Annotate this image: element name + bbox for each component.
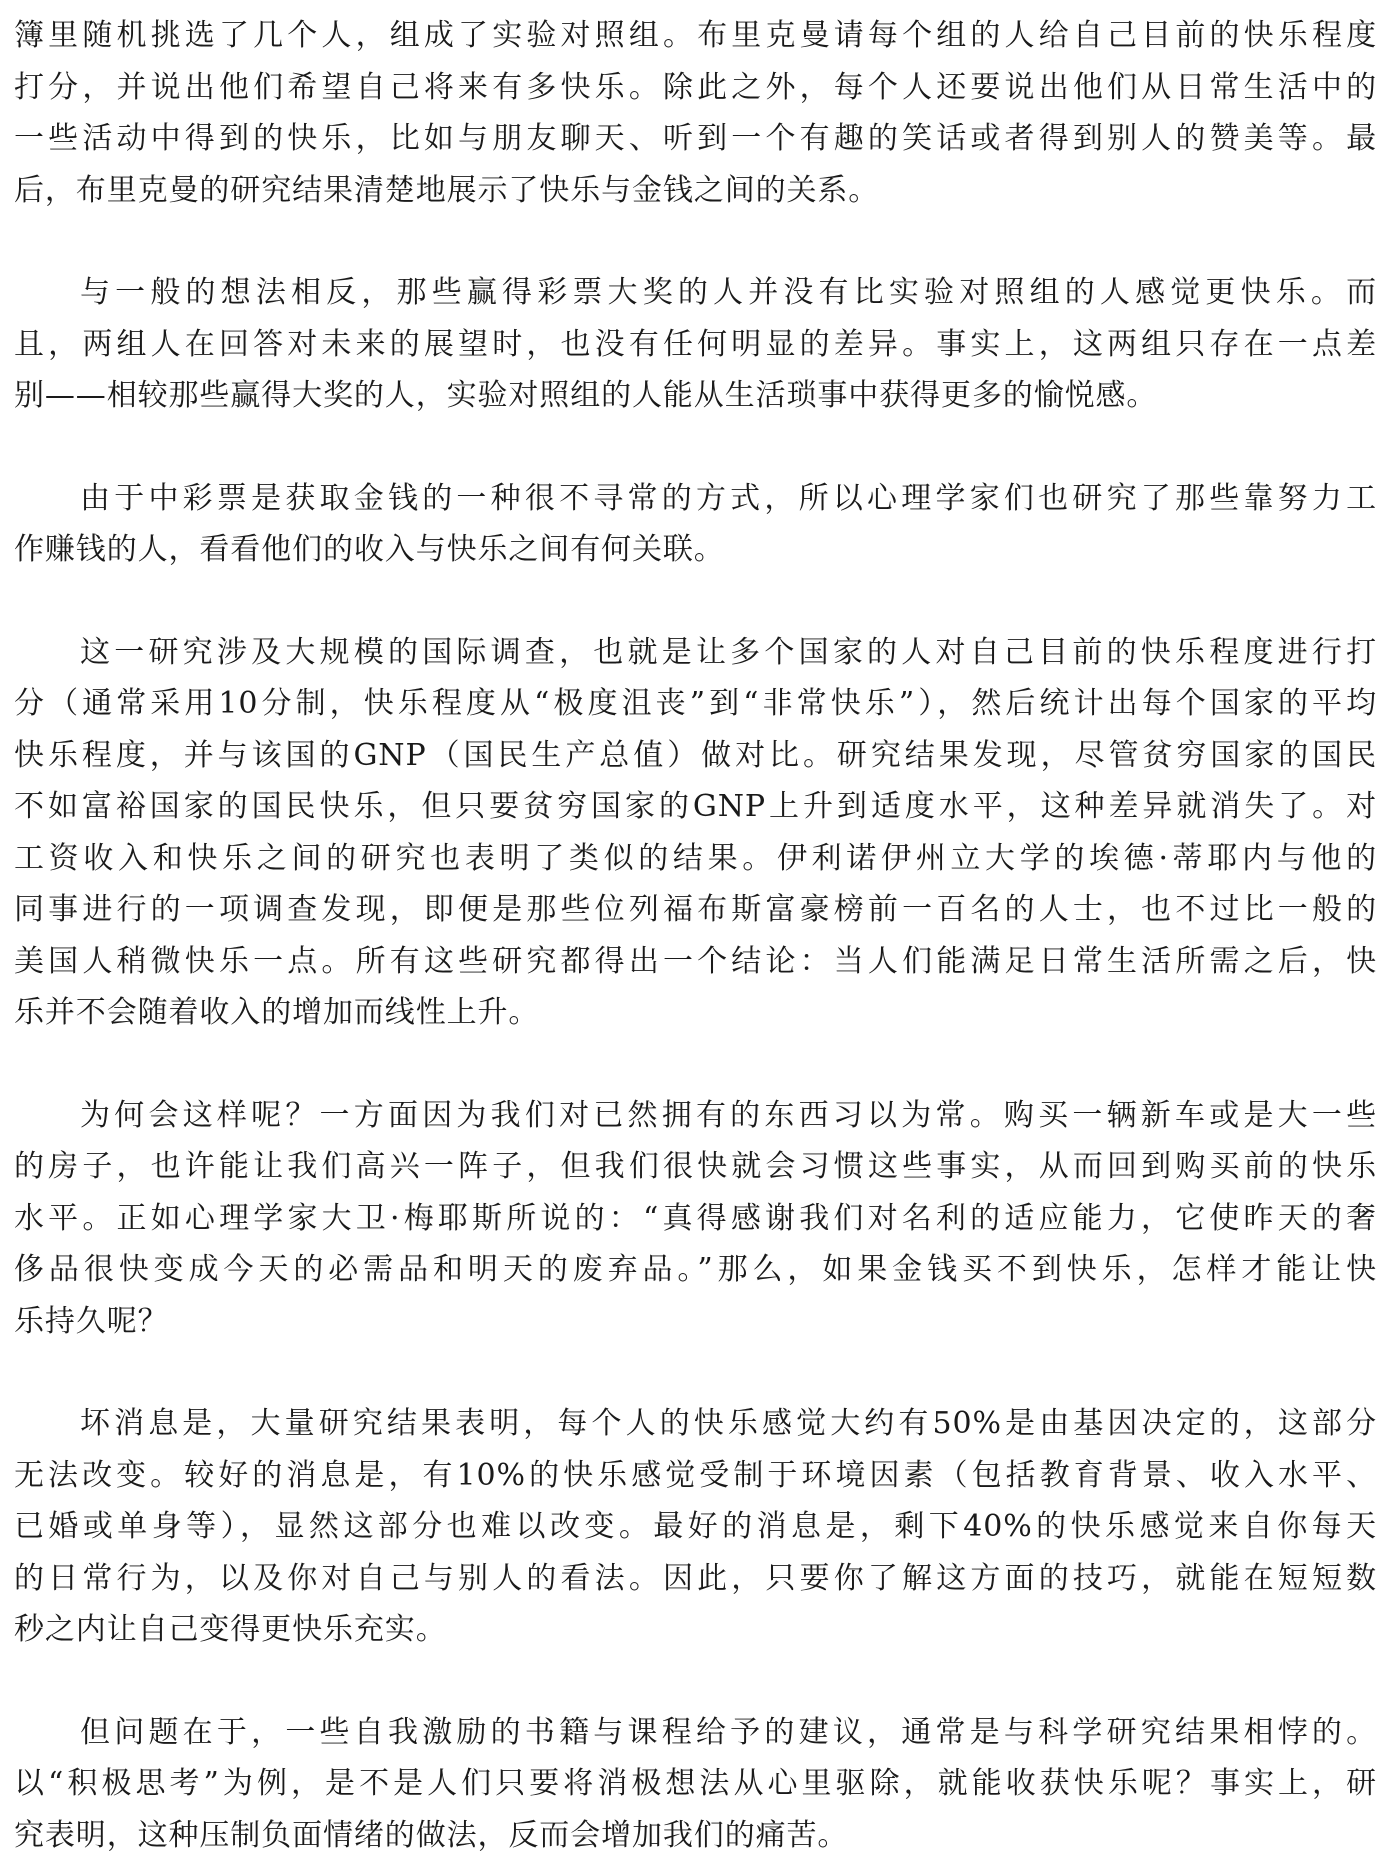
text-line: 但问题在于，一些自我激励的书籍与课程给予的建议，通常是与科学研究结果相悖的。 [14, 1707, 1377, 1759]
text-line: 的房子，也许能让我们高兴一阵子，但我们很快就会习惯这些事实，从而回到购买前的快乐 [14, 1141, 1377, 1193]
text-line: 工资收入和快乐之间的研究也表明了类似的结果。伊利诺伊州立大学的埃德·蒂耶内与他的 [14, 833, 1377, 885]
paragraph [14, 1090, 1377, 1348]
text-line: 无法改变。较好的消息是，有10%的快乐感觉受制于环境因素（包括教育背景、收入水平、 [14, 1450, 1377, 1502]
text-line: 作赚钱的人，看看他们的收入与快乐之间有何关联。 [14, 524, 1377, 576]
text-line: 由于中彩票是获取金钱的一种很不寻常的方式，所以心理学家们也研究了那些靠努力工 [14, 473, 1377, 525]
paragraph [14, 267, 1377, 422]
paragraph [14, 10, 1377, 216]
text-line: 侈品很快变成今天的必需品和明天的废弃品。”那么，如果金钱买不到快乐，怎样才能让快 [14, 1244, 1377, 1296]
text-line: 的日常行为，以及你对自己与别人的看法。因此，只要你了解这方面的技巧，就能在短短数 [14, 1553, 1377, 1605]
paragraph [14, 1398, 1377, 1656]
text-line: 且，两组人在回答对未来的展望时，也没有任何明显的差异。事实上，这两组只存在一点差 [14, 319, 1377, 371]
text-line: 同事进行的一项调查发现，即便是那些位列福布斯富豪榜前一百名的人士，也不过比一般的 [14, 884, 1377, 936]
text-line: 这一研究涉及大规模的国际调查，也就是让多个国家的人对自己目前的快乐程度进行打 [14, 627, 1377, 679]
text-line: 已婚或单身等），显然这部分也难以改变。最好的消息是，剩下40%的快乐感觉来自你每天 [14, 1501, 1377, 1553]
paragraph [14, 473, 1377, 576]
text-line: 美国人稍微快乐一点。所有这些研究都得出一个结论：当人们能满足日常生活所需之后，快 [14, 936, 1377, 988]
text-line: 以“积极思考”为例，是不是人们只要将消极想法从心里驱除，就能收获快乐呢？事实上，研 [14, 1758, 1377, 1810]
text-line: 簿里随机挑选了几个人，组成了实验对照组。布里克曼请每个组的人给自己目前的快乐程度 [14, 10, 1377, 62]
text-line: 秒之内让自己变得更快乐充实。 [14, 1604, 1377, 1656]
paragraph [14, 627, 1377, 1039]
text-line: 乐持久呢？ [14, 1296, 1377, 1348]
text-line: 别——相较那些赢得大奖的人，实验对照组的人能从生活琐事中获得更多的愉悦感。 [14, 370, 1377, 422]
text-line: 不如富裕国家的国民快乐，但只要贫穷国家的GNP上升到适度水平，这种差异就消失了。对 [14, 781, 1377, 833]
text-line: 分（通常采用10分制，快乐程度从“极度沮丧”到“非常快乐”），然后统计出每个国家的平均 [14, 678, 1377, 730]
paragraph [14, 1707, 1377, 1861]
text-line: 与一般的想法相反，那些赢得彩票大奖的人并没有比实验对照组的人感觉更快乐。而 [14, 267, 1377, 319]
text-line: 水平。正如心理学家大卫·梅耶斯所说的：“真得感谢我们对名利的适应能力，它使昨天的奢 [14, 1193, 1377, 1245]
text-line: 快乐程度，并与该国的GNP（国民生产总值）做对比。研究结果发现，尽管贫穷国家的国民 [14, 730, 1377, 782]
text-line: 乐并不会随着收入的增加而线性上升。 [14, 987, 1377, 1039]
text-line: 究表明，这种压制负面情绪的做法，反而会增加我们的痛苦。 [14, 1810, 1377, 1861]
text-line: 后，布里克曼的研究结果清楚地展示了快乐与金钱之间的关系。 [14, 165, 1377, 217]
text-line: 打分，并说出他们希望自己将来有多快乐。除此之外，每个人还要说出他们从日常生活中的 [14, 62, 1377, 114]
text-line: 坏消息是，大量研究结果表明，每个人的快乐感觉大约有50%是由基因决定的，这部分 [14, 1398, 1377, 1450]
text-line: 为何会这样呢？一方面因为我们对已然拥有的东西习以为常。购买一辆新车或是大一些 [14, 1090, 1377, 1142]
text-line: 一些活动中得到的快乐，比如与朋友聊天、听到一个有趣的笑话或者得到别人的赞美等。最 [14, 113, 1377, 165]
